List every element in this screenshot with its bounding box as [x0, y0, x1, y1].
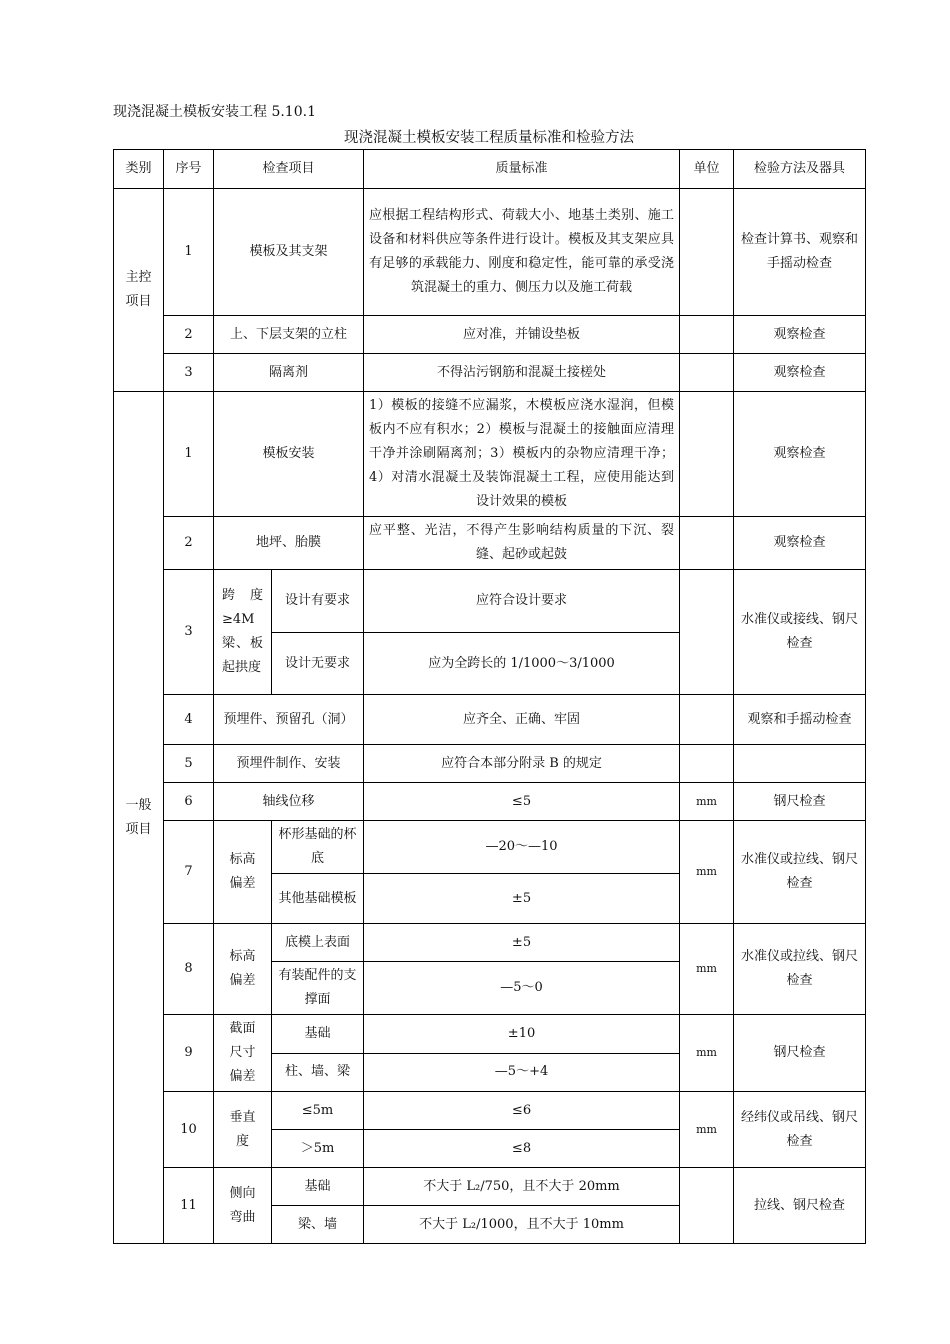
check-item: 上、下层支架的立柱 — [214, 316, 364, 354]
inspection-method — [734, 745, 866, 783]
quality-standard: 应为全跨长的 1/1000～3/1000 — [364, 633, 680, 695]
table-title: 现浇混凝土模板安装工程质量标准和检验方法 — [344, 130, 634, 146]
sub-item: 底模上表面 — [272, 924, 364, 962]
quality-standard: 应平整、光洁，不得产生影响结构质量的下沉、裂缝、起砂或起鼓 — [364, 517, 680, 570]
table-row — [114, 783, 866, 821]
check-item: 预埋件、预留孔（洞） — [214, 695, 364, 745]
inspection-method: 观察检查 — [734, 392, 866, 517]
category-general: 一般项目 — [114, 392, 164, 1244]
document-heading: 现浇混凝土模板安装工程 5.10.1 — [113, 104, 316, 120]
inspection-method: 经纬仪或吊线、钢尺检查 — [734, 1092, 866, 1168]
inspection-method: 观察检查 — [734, 354, 866, 392]
table-row — [114, 517, 866, 570]
check-item: 侧向弯曲 — [214, 1168, 272, 1244]
column-header: 单位 — [680, 150, 734, 189]
unit — [680, 1168, 734, 1244]
column-header: 质量标准 — [364, 150, 680, 189]
inspection-method: 观察和手摇动检查 — [734, 695, 866, 745]
quality-standard: ±10 — [364, 1015, 680, 1054]
quality-standard: —5～+4 — [364, 1053, 680, 1092]
inspection-method: 水准仪或接线、钢尺检查 — [734, 570, 866, 695]
quality-standard: —20～—10 — [364, 821, 680, 874]
sub-item: 梁、墙 — [272, 1206, 364, 1244]
unit: mm — [680, 821, 734, 924]
unit — [680, 570, 734, 695]
quality-standard: —5～0 — [364, 962, 680, 1015]
check-item: 标高偏差 — [214, 821, 272, 924]
inspection-method: 水准仪或拉线、钢尺检查 — [734, 821, 866, 924]
quality-standard: 应对准，并铺设垫板 — [364, 316, 680, 354]
inspection-method: 钢尺检查 — [734, 1015, 866, 1092]
inspection-method: 检查计算书、观察和手摇动检查 — [734, 189, 866, 316]
column-header: 序号 — [164, 150, 214, 189]
sub-item: 基础 — [272, 1015, 364, 1054]
sub-item: 有装配件的支撑面 — [272, 962, 364, 1015]
quality-standard: 应符合本部分附录 B 的规定 — [364, 745, 680, 783]
unit — [680, 354, 734, 392]
row-number: 3 — [164, 354, 214, 392]
inspection-method: 观察检查 — [734, 517, 866, 570]
check-item: 垂直度 — [214, 1092, 272, 1168]
unit — [680, 695, 734, 745]
row-number: 4 — [164, 695, 214, 745]
quality-standard: ≤6 — [364, 1092, 680, 1130]
check-item: 模板及其支架 — [214, 189, 364, 316]
sub-item: 基础 — [272, 1168, 364, 1206]
table-row — [114, 695, 866, 745]
row-number: 3 — [164, 570, 214, 695]
sub-item: ≤5m — [272, 1092, 364, 1130]
header-row — [114, 150, 866, 189]
table-row — [114, 354, 866, 392]
category-main: 主控项目 — [114, 189, 164, 392]
unit: mm — [680, 1015, 734, 1092]
sub-item: 设计有要求 — [272, 570, 364, 633]
quality-standard: 不大于 L₂/750，且不大于 20mm — [364, 1168, 680, 1206]
check-item: 地坪、胎膜 — [214, 517, 364, 570]
unit — [680, 392, 734, 517]
inspection-method: 水准仪或拉线、钢尺检查 — [734, 924, 866, 1015]
unit — [680, 745, 734, 783]
row-number: 7 — [164, 821, 214, 924]
table-row — [114, 1168, 866, 1206]
unit — [680, 316, 734, 354]
row-number: 9 — [164, 1015, 214, 1092]
table-row — [114, 392, 866, 517]
row-number: 10 — [164, 1092, 214, 1168]
row-number: 1 — [164, 189, 214, 316]
inspection-method: 拉线、钢尺检查 — [734, 1168, 866, 1244]
quality-standard: 1）模板的接缝不应漏浆，木模板应浇水湿润，但模板内不应有积水；2）模板与混凝土的接触面应清理干净并涂刷隔离剂；3）模板内的杂物应清理干净；4）对清水混凝土及装饰混凝土工程，应使用能达到设计效果的模板 — [364, 392, 680, 517]
check-item: 隔离剂 — [214, 354, 364, 392]
quality-standard: 不大于 L₂/1000，且不大于 10mm — [364, 1206, 680, 1244]
quality-standard: 应符合设计要求 — [364, 570, 680, 633]
quality-standard: ≤8 — [364, 1130, 680, 1168]
check-item: 预埋件制作、安装 — [214, 745, 364, 783]
quality-standard: ±5 — [364, 874, 680, 924]
check-item: 跨度≥4M梁、板起拱度 — [214, 570, 272, 695]
table-row — [114, 189, 866, 316]
unit: mm — [680, 1092, 734, 1168]
table-row — [114, 316, 866, 354]
sub-item: ＞5m — [272, 1130, 364, 1168]
check-item: 截面尺寸偏差 — [214, 1015, 272, 1092]
check-item: 轴线位移 — [214, 783, 364, 821]
unit: mm — [680, 783, 734, 821]
sub-item: 其他基础模板 — [272, 874, 364, 924]
quality-standard: ±5 — [364, 924, 680, 962]
quality-standard: 应根据工程结构形式、荷载大小、地基土类别、施工设备和材料供应等条件进行设计。模板及其支架应具有足够的承载能力、刚度和稳定性，能可靠的承受浇筑混凝土的重力、侧压力以及施工荷载 — [364, 189, 680, 316]
table-row — [114, 1092, 866, 1130]
sub-item: 设计无要求 — [272, 633, 364, 695]
table-row — [114, 570, 866, 633]
quality-standard: ≤5 — [364, 783, 680, 821]
row-number: 2 — [164, 517, 214, 570]
table-row — [114, 821, 866, 874]
quality-standard-table — [113, 149, 866, 1244]
row-number: 11 — [164, 1168, 214, 1244]
column-header: 检验方法及器具 — [734, 150, 866, 189]
row-number: 5 — [164, 745, 214, 783]
row-number: 2 — [164, 316, 214, 354]
quality-standard: 应齐全、正确、牢固 — [364, 695, 680, 745]
column-header: 类别 — [114, 150, 164, 189]
unit — [680, 189, 734, 316]
table-row — [114, 1015, 866, 1054]
row-number: 8 — [164, 924, 214, 1015]
unit: mm — [680, 924, 734, 1015]
check-item: 标高偏差 — [214, 924, 272, 1015]
column-header: 检查项目 — [214, 150, 364, 189]
sub-item: 杯形基础的杯底 — [272, 821, 364, 874]
inspection-method: 观察检查 — [734, 316, 866, 354]
quality-standard: 不得沾污钢筋和混凝土接槎处 — [364, 354, 680, 392]
check-item: 模板安装 — [214, 392, 364, 517]
row-number: 6 — [164, 783, 214, 821]
table-row — [114, 745, 866, 783]
row-number: 1 — [164, 392, 214, 517]
sub-item: 柱、墙、梁 — [272, 1053, 364, 1092]
table-row — [114, 924, 866, 962]
inspection-method: 钢尺检查 — [734, 783, 866, 821]
unit — [680, 517, 734, 570]
